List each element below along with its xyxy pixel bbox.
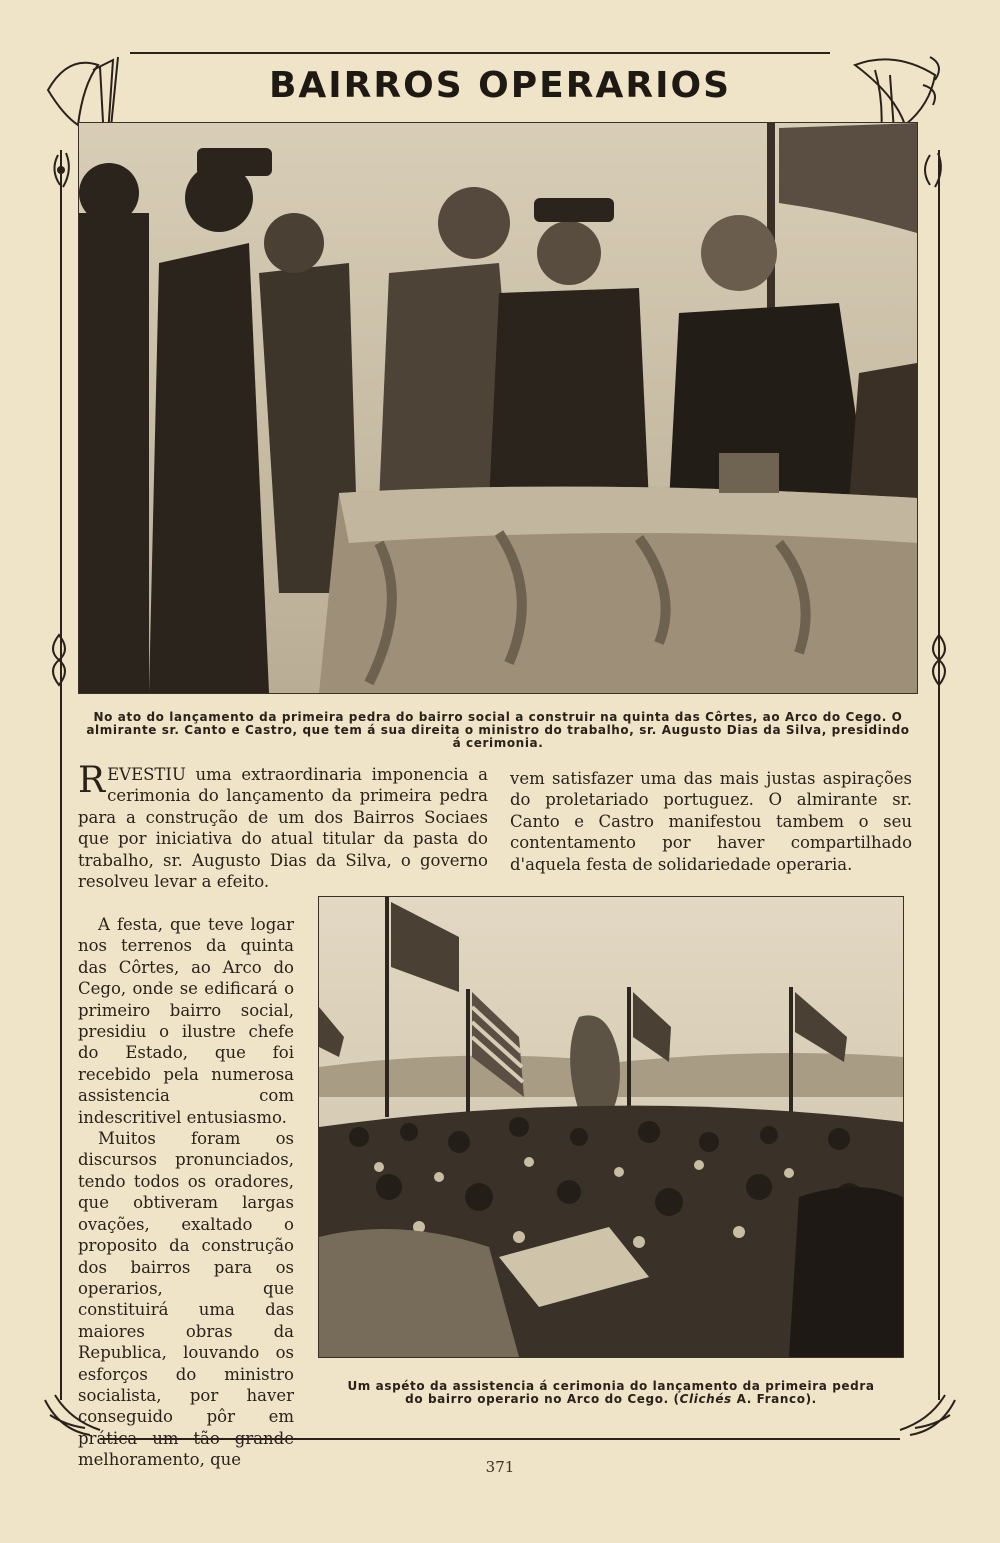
- crowd-photo: [318, 896, 904, 1358]
- credit-name: A. Franco).: [736, 1392, 817, 1406]
- drop-cap: R: [78, 760, 106, 801]
- article-column-right: [510, 768, 912, 875]
- ceremony-photo: [78, 122, 918, 694]
- crowd-caption-line-2: do bairro operario no Arco do Cego. (Clichés A. Franco).: [405, 1392, 817, 1406]
- ornament-right-mid-icon: [922, 630, 956, 690]
- page-number: 371: [485, 1458, 515, 1476]
- frame-left-line: [60, 150, 62, 1400]
- article-column-left-bottom: [78, 914, 294, 1471]
- ceremony-photo-caption: No ato do lançamento da primeira pedra do bairro social a construir na quinta das Côrtes, ao Arco do Cego. O almirante sr. Canto e Castro, que tem á sua direita o ministro do trabalho, sr. Augusto Dias da Silva, presidindo á cerimonia.: [86, 710, 910, 750]
- credit-label: Clichés: [679, 1392, 732, 1406]
- article-paragraph-2: A festa, que teve logar nos terrenos da quinta das Côrtes, ao Arco do Cego, onde se edificará o primeiro bairro social, presidiu o ilustre chefe do Estado, que foi recebido pela numerosa assistencia com indescritivel entusiasmo.: [78, 915, 294, 1127]
- article-paragraph-1-text: EVESTIU uma extraordinaria imponencia a cerimonia do lançamento da primeira pedra para a construção de um dos Bairros Sociaes que por iniciativa do atual titular da pasta do trabalho, sr. Augusto Dias da Silva, o governo resolveu levar a efeito.: [78, 765, 488, 892]
- article-paragraph-3: Muitos foram os discursos pronunciados, tendo todos os oradores, que obtiveram largas ovações, exaltado o proposito da construção dos bairros para os operarios, que constituirá uma das maiores obras da Republica, louvando os esforços do ministro socialista, por haver conseguido pôr em prática um tão grande melhoramento, que: [78, 1129, 294, 1470]
- page-title: BAIRROS OPERARIOS: [268, 65, 731, 106]
- crowd-caption-line-1: Um aspéto da assistencia á cerimonia do lançamento da primeira pedra: [347, 1379, 875, 1393]
- article-column-left-top: [78, 760, 488, 892]
- ornament-left-mid-icon: [42, 630, 76, 690]
- article-paragraph-4: vem satisfazer uma das mais justas aspirações do proletariado portuguez. O almirante sr. Canto e Castro manifestou tambem o seu contentamento por haver compartilhado d'aquela festa de solidariedade operaria.: [510, 769, 912, 874]
- article-paragraph-1: [78, 760, 488, 892]
- crowd-photo-caption: [326, 1380, 896, 1406]
- frame-top-line: [130, 52, 830, 54]
- frame-right-line: [938, 150, 940, 1400]
